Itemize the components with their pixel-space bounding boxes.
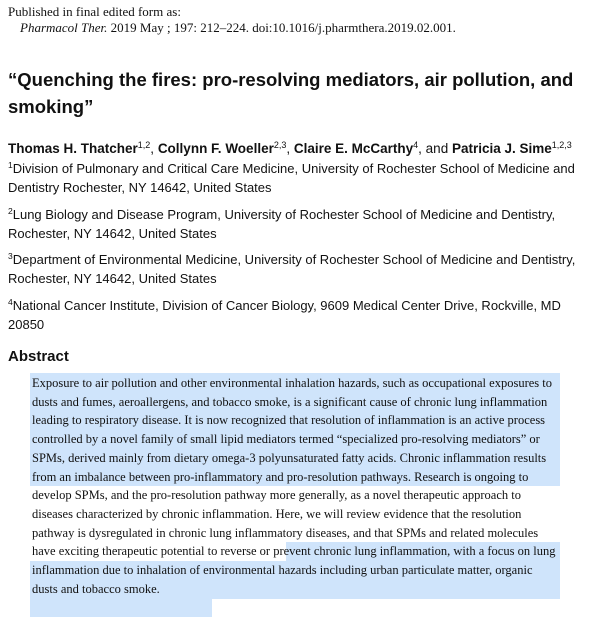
author[interactable]: Thomas H. Thatcher$^{1,2}$: [8, 140, 151, 156]
article-title: “Quenching the fires: pro-resolving mediators, air pollution, and smoking”: [8, 69, 574, 117]
affiliation: $^4$National Cancer Institute, Division of Cancer Biology, 9609 Medical Center Drive, Rockville, MD 20850: [8, 297, 561, 332]
abstract-text[interactable]: Exposure to air pollution and other environmental inhalation hazards, such as occupational exposures to dusts and fumes, aeroallergens, and tobacco smoke, is a significant cause of chronic lung inflammation leading to respiratory disease. It is now recognized that resolution of inflammation is an active process controlled by a novel family of small lipid mediators termed “specialized pro-resolving mediators” or SPMs, derived mainly from dietary omega-3 polyunsaturated fatty acids. Chronic inflammation results from an imbalance between pro-inflammatory and pro-resolution pathways. Research is ongoing to develop SPMs, and the pro-resolution pathway more generally, as a novel therapeutic approach to diseases characterized by chronic inflammation. Here, we will review evidence that the resolution pathway is dysregulated in chronic lung inflammatory diseases, and that SPMs and related molecules have exciting therapeutic potential to reverse or prevent chronic lung inflammation, with a focus on lung inflammation due to inhalation of environmental hazards including urban particulate matter, organic dusts and tobacco smoke.: [32, 376, 556, 596]
affiliation: $^2$Lung Biology and Disease Program, University of Rochester School of Medicine and Dentistry, Rochester, NY 14642, United States: [8, 206, 556, 241]
citation-details: 2019 May ; 197: 212–224. doi:10.1016/j.pharmthera.2019.02.001.: [107, 20, 456, 35]
author[interactable]: Patricia J. Sime$^{1,2,3}$: [451, 140, 572, 156]
publication-info: [8, 4, 456, 36]
abstract-heading: Abstract: [8, 348, 69, 365]
affiliation: $^1$Division of Pulmonary and Critical Care Medicine, University of Rochester School of Medicine and Dentistry Rochester, NY 14642, United States: [8, 160, 575, 195]
author[interactable]: Collynn F. Woeller$^{2,3}$: [157, 140, 287, 156]
citation: [8, 20, 456, 36]
journal-name: Pharmacol Ther.: [20, 20, 108, 35]
published-note: Published in final edited form as:: [8, 4, 181, 19]
affiliation: $^3$Department of Environmental Medicine, University of Rochester School of Medicine and Dentistry, Rochester, NY 14642, United States: [8, 251, 576, 286]
author-list: Thomas H. Thatcher$^{1,2}$, Collynn F. Woeller$^{2,3}$, Claire E. McCarthy$^4$, and Patricia J. Sime$^{1,2,3}$: [8, 140, 572, 156]
author[interactable]: Claire E. McCarthy$^4$: [293, 140, 419, 156]
